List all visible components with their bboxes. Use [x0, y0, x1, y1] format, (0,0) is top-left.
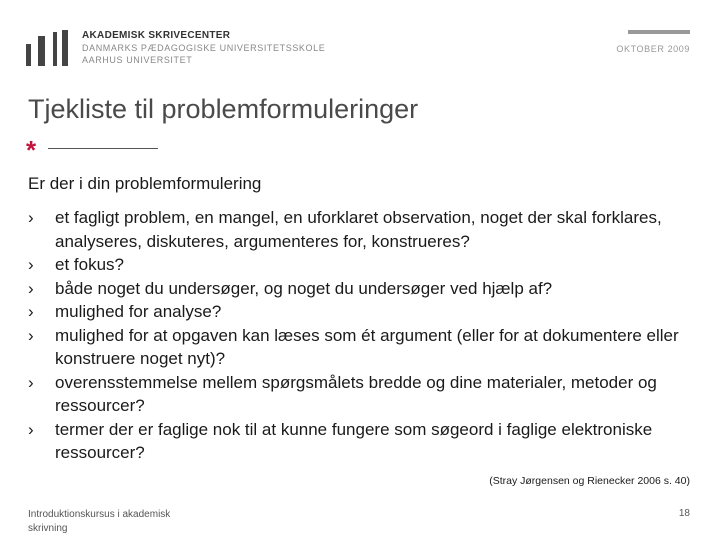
intro-text: Er der i din problemformulering [28, 174, 262, 193]
checklist-item [28, 324, 708, 371]
checklist [28, 206, 708, 465]
org-school: DANMARKS PÆDAGOGISKE UNIVERSITETSSKOLE [82, 43, 326, 53]
checklist-item [28, 253, 708, 277]
checklist-item-text: både noget du undersøger, og noget du undersøger ved hjælp af? [55, 278, 553, 298]
university-logo-icon [26, 30, 68, 66]
chevron-right-icon: › [28, 278, 34, 298]
checklist-item-text: overensstemmelse mellem spørgsmålets bredde og dine materialer, metoder og ressourcer? [55, 372, 657, 415]
chevron-right-icon: › [28, 208, 34, 227]
slide-date: OKTOBER 2009 [616, 44, 690, 54]
asterisk-icon: * [26, 135, 37, 165]
checklist-item-text: mulighed for analyse? [55, 302, 222, 321]
checklist-item [28, 418, 708, 465]
chevron-right-icon: › [28, 325, 34, 345]
org-university: AARHUS UNIVERSITET [82, 55, 193, 65]
page-number: 18 [678, 508, 690, 519]
chevron-right-icon: › [28, 302, 34, 321]
organization-block [82, 30, 325, 66]
checklist-item-text: et fokus? [55, 255, 124, 274]
citation: (Stray Jørgensen og Rienecker 2006 s. 40) [489, 475, 690, 487]
checklist-item [28, 206, 708, 253]
checklist-item-text: et fagligt problem, en mangel, en uforklaret observation, noget der skal forklares, analyseres, diskuteres, argumenteres for, konstrueres? [55, 208, 662, 251]
footer-course: Introduktionskursus i akademisk skrivning [28, 509, 171, 534]
org-name: AKADEMISK SKRIVECENTER [82, 30, 231, 41]
chevron-right-icon: › [28, 255, 34, 274]
checklist-item [28, 371, 708, 418]
chevron-right-icon: › [28, 419, 34, 439]
checklist-item [28, 300, 708, 324]
chevron-right-icon: › [28, 372, 34, 392]
checklist-item [28, 277, 708, 301]
checklist-item-text: mulighed for at opgaven kan læses som ét argument (eller for at dokumentere eller konstruere noget nyt)? [55, 325, 679, 368]
date-rule [628, 30, 690, 34]
slide-title: Tjekliste til problemformuleringer [28, 94, 419, 124]
checklist-item-text: termer der er faglige nok til at kunne fungere som søgeord i faglige elektroniske ressourcer? [55, 419, 653, 462]
title-divider [48, 148, 158, 149]
